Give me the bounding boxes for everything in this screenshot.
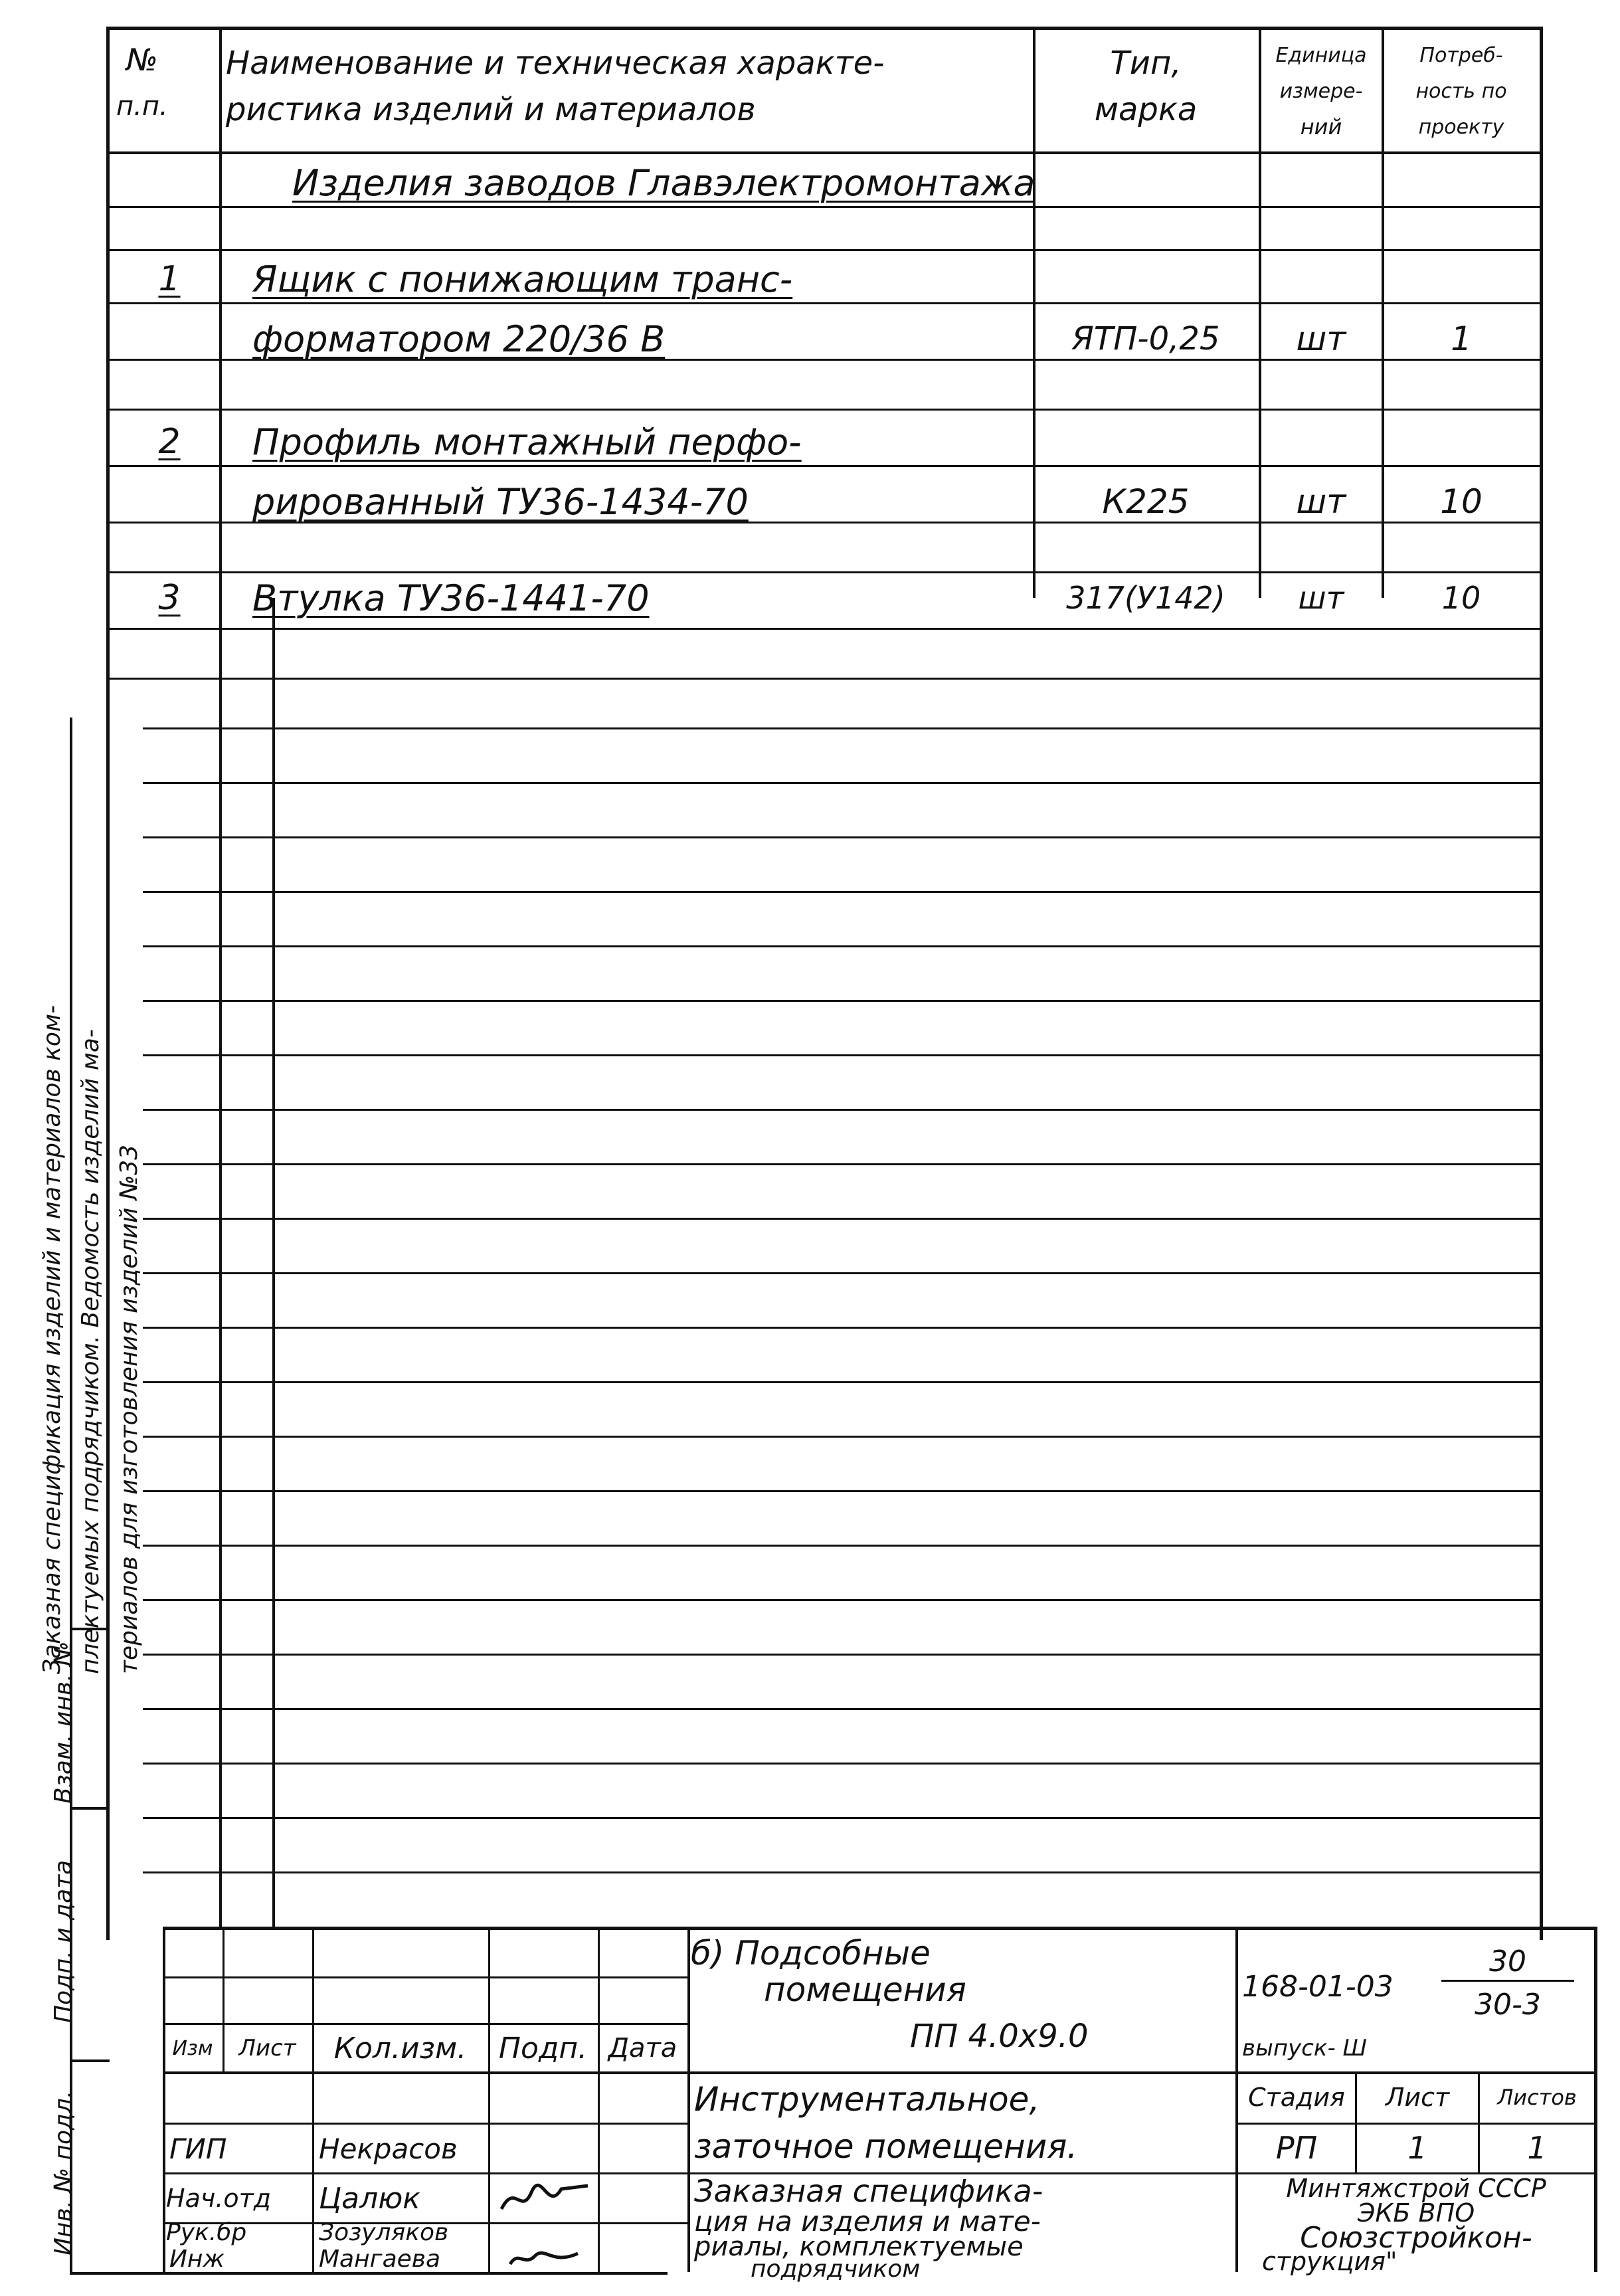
tb-staff-name-4 (319, 2246, 485, 2272)
tb-col-data (598, 2028, 687, 2069)
ruled-line (143, 1109, 1540, 1111)
tb-col-list (223, 2028, 312, 2069)
side-stamp-line2: плектуемых подрядчиком. Ведомость изделий ма- (77, 1029, 104, 1674)
ruled-line (143, 1599, 1540, 1601)
tb-spec-line4-text: подрядчиком (751, 2255, 921, 2283)
tb-org-line3-text: Союзстройкон- (1300, 2220, 1532, 2255)
signature-scribble-1 (495, 2176, 594, 2222)
tb-subtitle-line3 (910, 2013, 1229, 2059)
tb-staff-role-4-text: Инж (169, 2245, 225, 2273)
header-need-line2-text: ность по (1415, 79, 1507, 103)
header-name-line2-text: ристика изделий и материалов (226, 91, 756, 128)
tb-doc-frac-top-text: 30 (1489, 1945, 1526, 1978)
tb-staff-name-3 (319, 2216, 485, 2249)
side-stamp-col4 (50, 2076, 90, 2255)
item-1-type (1036, 312, 1255, 365)
header-need-line2 (1385, 74, 1538, 108)
tb-col-main (687, 1927, 690, 2272)
item-2-num (133, 415, 206, 468)
header-name-line1 (226, 40, 1030, 86)
ruled-line (143, 727, 1540, 729)
ruled-line (143, 1763, 1540, 1765)
ruled-line (143, 1654, 1540, 1656)
tb-sheet-value-text: 1 (1407, 2130, 1427, 2166)
tb-vline-3 (488, 1927, 490, 2272)
tb-sheet-label (1357, 2074, 1478, 2121)
col-divider-type (1033, 27, 1035, 598)
tb-col-data-text: Дата (608, 2033, 677, 2063)
side-stamp-col3-text: Подп. и дата (50, 1860, 77, 2023)
item-3-unit-text: шт (1298, 580, 1344, 616)
item-3-name-line1 (252, 571, 1030, 624)
tb-org-line1 (1238, 2175, 1594, 2202)
tb-staff-role-1 (169, 2126, 309, 2171)
item-2-type-text: К225 (1102, 482, 1190, 521)
side-stamp-col2 (50, 1638, 90, 1804)
tb-stage-label (1238, 2074, 1355, 2121)
tb-room-line2 (694, 2123, 1232, 2170)
item-2-name-line2 (252, 475, 1030, 528)
side-stamp-col3 (50, 1844, 90, 2023)
tb-right (1594, 1927, 1597, 2272)
tb-vline-2 (312, 1927, 314, 2272)
tb-room-line1 (694, 2076, 1232, 2123)
item-3-qty (1385, 571, 1538, 624)
item-1-num (133, 252, 206, 306)
tb-col-podp (488, 2028, 598, 2069)
item-1-type-text: ЯТП-0,25 (1071, 320, 1220, 357)
signature-scribble-2 (505, 2247, 585, 2271)
tb-doc-frac-bottom (1441, 1986, 1574, 2023)
tb-org-line4 (1262, 2247, 1528, 2276)
tb-staff-name-1 (319, 2126, 485, 2171)
item-1-unit (1262, 312, 1380, 365)
tb-sheets-label-text: Листов (1497, 2085, 1577, 2110)
ruled-line (143, 1272, 1540, 1274)
tb-col-kolizm (312, 2028, 488, 2069)
header-need-line3-text: проекту (1418, 115, 1504, 139)
tb-doc-code (1242, 1963, 1441, 2010)
tb-staff-role-3-text: Рук.бр (166, 2218, 247, 2246)
ruled-line (143, 1054, 1540, 1056)
ruled-line (143, 1708, 1540, 1710)
header-type-line1 (1036, 40, 1255, 86)
tb-vline-4 (598, 1927, 600, 2272)
header-name-line1-text: Наименование и техническая характе- (226, 45, 885, 82)
side-stamp-line3: териалов для изготовления изделий №33 (116, 1144, 143, 1674)
item-1-name-line2 (252, 312, 1030, 365)
header-num2-text: п.п. (116, 91, 168, 122)
header-num (126, 40, 213, 80)
item-3-num (133, 571, 206, 624)
header-need-line1-text: Потреб- (1419, 43, 1503, 67)
tb-org-line4-text: струкция" (1262, 2247, 1397, 2276)
item-2-qty (1385, 475, 1538, 528)
tb-sheet-label-text: Лист (1385, 2083, 1450, 2112)
tb-staff-name-3-text: Зозуляков (319, 2218, 449, 2246)
tb-issue-text: выпуск- Ш (1242, 2034, 1367, 2061)
ruled-line (143, 1436, 1540, 1438)
header-need-line3 (1385, 110, 1538, 144)
col-divider-num (219, 27, 222, 1927)
tb-org-line1-text: Минтяжстрой СССР (1286, 2174, 1546, 2203)
tb-spec-line1-text: Заказная специфика- (694, 2173, 1043, 2209)
item-2-unit (1262, 475, 1380, 528)
tb-staff-name-2-text: Цалюк (319, 2181, 420, 2216)
tb-room-line2-text: заточное помещения. (694, 2127, 1078, 2166)
side-stamp-col2-text: Взам. инв. № (50, 1641, 77, 1804)
header-unit-line3-text: ний (1300, 114, 1342, 140)
header-unit-line3 (1262, 110, 1380, 144)
tb-staff-name-1-text: Некрасов (319, 2132, 458, 2165)
item-1-unit-text: шт (1296, 320, 1346, 358)
tb-col-izm (163, 2028, 223, 2069)
col-divider-unit (1259, 27, 1261, 598)
header-need-line1 (1385, 39, 1538, 72)
header-type-line2 (1036, 86, 1255, 133)
ruled-line (143, 1327, 1540, 1329)
tb-sheets-label (1480, 2074, 1594, 2121)
header-unit-line2 (1262, 74, 1380, 108)
item-3-type (1036, 571, 1255, 624)
item-1-qty (1385, 312, 1538, 365)
side-stamp-line1: Заказная спецификация изделий и материалов ком- (39, 1004, 66, 1674)
item-3-qty-text: 10 (1441, 580, 1481, 616)
ruled-line (143, 891, 1540, 893)
tb-sheets-value-text: 1 (1527, 2130, 1547, 2166)
tb-left (163, 1927, 165, 2272)
tb-subtitle-line2 (764, 1966, 1096, 2013)
tb-staff-name-4-text: Мангаева (319, 2245, 441, 2273)
tb-room-line1-text: Инструментальное, (694, 2080, 1040, 2119)
header-divider (106, 151, 1543, 154)
tb-staff-role-3 (166, 2216, 309, 2249)
tb-doc-code-text: 168-01-03 (1242, 1969, 1394, 2004)
section-title (292, 156, 1262, 209)
tb-spec-line1 (694, 2174, 1235, 2208)
ruled-line (143, 1163, 1540, 1165)
tb-hline-4 (163, 2123, 687, 2125)
header-unit-line1-text: Единица (1275, 43, 1367, 67)
item-1-qty-text: 1 (1451, 320, 1472, 358)
tb-col-kolizm-text: Кол.изм. (333, 2031, 467, 2065)
ruled-line (143, 945, 1540, 947)
frame-right (1540, 27, 1543, 1940)
ruled-line (143, 1218, 1540, 1220)
tb-stage-label-text: Стадия (1248, 2083, 1345, 2112)
header-num2 (116, 86, 216, 126)
tb-sheet-value (1357, 2125, 1478, 2171)
item-2-type (1036, 475, 1255, 528)
tb-staff-role-4 (169, 2246, 309, 2272)
item-2-unit-text: шт (1296, 482, 1346, 521)
item-2-num-text: 2 (158, 422, 181, 462)
ruled-line (143, 782, 1540, 784)
item-1-num-text: 1 (158, 259, 181, 299)
tb-stage-value-text: РП (1275, 2130, 1318, 2166)
ruled-line (110, 628, 1540, 630)
tb-subtitle-line1-text: б) Подсобные (691, 1934, 931, 1972)
tb-spec-line3-text: риалы, комплектуемые (694, 2232, 1024, 2262)
tb-doc-frac-bottom-text: 30-3 (1475, 1988, 1541, 2022)
tb-subtitle-line3-text: ПП 4.0х9.0 (910, 2018, 1089, 2055)
ruled-line (143, 1545, 1540, 1547)
item-3-num-text: 3 (158, 578, 181, 618)
tb-spec-line4 (751, 2255, 1149, 2283)
item-3-name-line1-text: Втулка ТУ36-1441-70 (252, 577, 650, 619)
section-title-text: Изделия заводов Главэлектромонтажа (292, 161, 1035, 204)
ruled-line (143, 1871, 1540, 1873)
item-1-name-line2-text: форматором 220/36 В (252, 318, 666, 360)
tb-stage-value (1238, 2125, 1355, 2171)
header-unit-line1 (1262, 39, 1380, 72)
tb-staff-name-2 (319, 2176, 485, 2221)
tb-doc-frac-top (1441, 1943, 1574, 1982)
side-stamp-text (33, 764, 159, 1674)
col-divider-name-lower (272, 598, 275, 1927)
header-type-line2-text: марка (1094, 91, 1198, 128)
ruled-line (143, 1817, 1540, 1819)
item-2-name-line1 (252, 415, 1030, 468)
col-divider-qty (1382, 27, 1384, 598)
item-1-name-line1-text: Ящик с понижающим транс- (252, 258, 793, 300)
ruled-line (110, 249, 1540, 251)
tb-hline-1 (163, 1976, 687, 1978)
tb-subtitle-line2-text: помещения (764, 1970, 966, 2009)
ruled-line (110, 409, 1540, 411)
item-3-type-text: 317(У142) (1066, 580, 1225, 616)
item-3-unit (1262, 571, 1380, 624)
frame-top (106, 27, 1543, 30)
ruled-line (143, 1490, 1540, 1492)
ruled-line (143, 836, 1540, 838)
side-stamp-bottom (70, 2272, 668, 2275)
item-2-name-line2-text: рированный ТУ36-1434-70 (252, 480, 749, 523)
item-2-qty-text: 10 (1440, 482, 1483, 521)
side-stamp-divider-2 (70, 1807, 110, 1810)
ruled-line (143, 1000, 1540, 1002)
tb-col-izm-text: Изм (172, 2036, 213, 2060)
tb-staff-role-1-text: ГИП (169, 2132, 227, 2165)
tb-issue (1242, 2030, 1408, 2066)
tb-col-list-text: Лист (238, 2035, 296, 2061)
ruled-line (143, 1381, 1540, 1383)
tb-sheets-value (1480, 2125, 1594, 2171)
side-stamp-divider-3 (70, 2059, 110, 2062)
header-num-text: № (126, 42, 158, 78)
item-1-name-line1 (252, 252, 1030, 306)
header-name-line2 (226, 86, 1030, 133)
side-stamp-col4-text: Инв. № подл. (50, 2090, 77, 2255)
tb-col-podp-text: Подп. (498, 2031, 588, 2065)
tb-spec-line2-text: ция на изделия и мате- (694, 2204, 1041, 2238)
tb-staff-role-2-text: Нач.отд (166, 2184, 272, 2213)
tb-staff-role-2 (166, 2176, 309, 2221)
tb-org-line2-text: ЭКБ ВПО (1357, 2198, 1475, 2228)
header-unit-line2-text: измере- (1279, 79, 1363, 103)
header-type-line1-text: Тип, (1110, 45, 1182, 82)
item-2-name-line1-text: Профиль монтажный перфо- (252, 421, 802, 463)
ruled-line (110, 678, 1540, 680)
tb-hline-2 (163, 2023, 687, 2025)
